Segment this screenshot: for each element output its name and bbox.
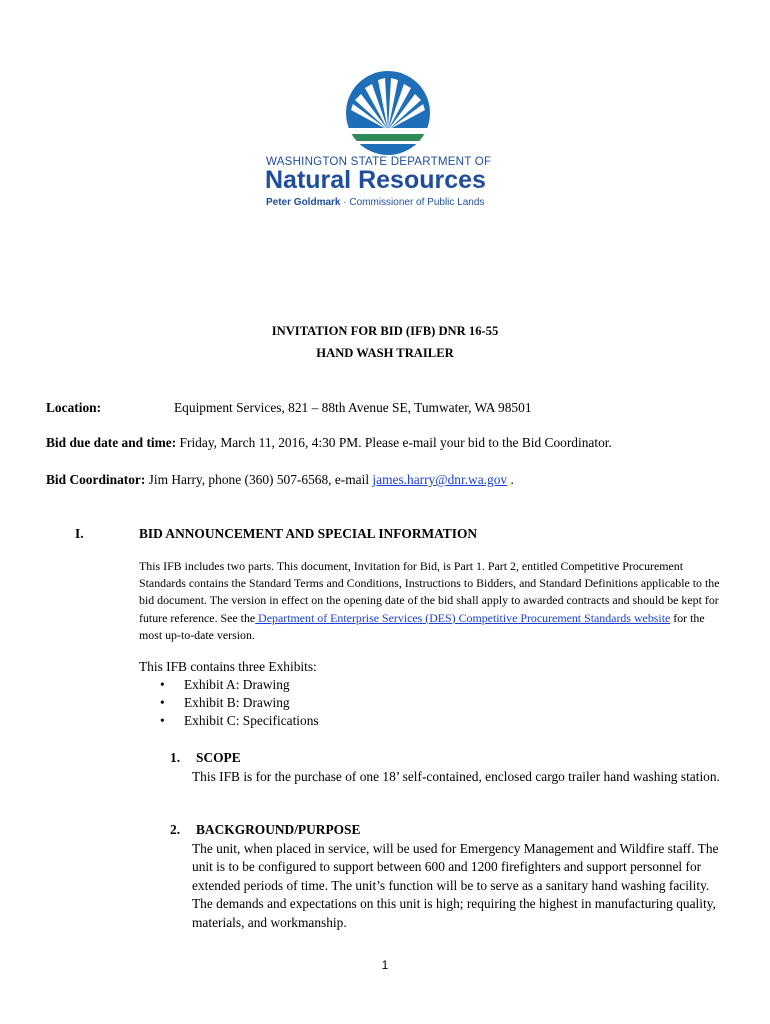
section-title: BID ANNOUNCEMENT AND SPECIAL INFORMATION (139, 526, 478, 541)
background-heading (170, 821, 732, 840)
coord-end: . (507, 472, 514, 487)
dept-line: WASHINGTON STATE DEPARTMENT OF (266, 155, 492, 168)
exhibits-intro: This IFB contains three Exhibits: (139, 659, 317, 674)
scope-heading (170, 749, 732, 768)
background-number: 2. (170, 822, 181, 837)
page-number: 1 (381, 958, 389, 972)
intro-text: This IFB includes two parts. This document, Invitation for Bid, is Part 1. Part 2, entitled Competitive Procurement Standards contains the Standard Terms and Conditions, Instructions to Bidders, and Standard Definitions applicable to the bid document. The version in effect on the opening date of the bid shall apply to awarded contracts and should be kept for future reference. See the (139, 559, 720, 625)
list-item: • Exhibit A: Drawing (160, 677, 290, 692)
list-item: • Exhibit B: Drawing (160, 695, 290, 710)
scope-title: SCOPE (196, 750, 241, 765)
bullet-icon: • (160, 713, 165, 728)
scope-text: This IFB is for the purchase of one 18’ self-contained, enclosed cargo trailer hand washing station. (192, 768, 720, 784)
list-item: • Exhibit C: Specifications (160, 713, 319, 728)
des-standards-link[interactable]: Department of Enterprise Services (DES) Competitive Procurement Standards website (255, 610, 671, 625)
commissioner-name: Peter Goldmark (266, 197, 341, 208)
due-line (46, 434, 612, 452)
coord-label: Bid Coordinator: (46, 472, 146, 487)
location-label: Location: (46, 400, 102, 415)
commissioner-title: · Commissioner of Public Lands (340, 197, 485, 208)
location-value: Equipment Services, 821 – 88th Avenue SE, Tumwater, WA 98501 (174, 400, 532, 415)
doc-title: INVITATION FOR BID (IFB) DNR 16-55 (271, 324, 499, 338)
background-title: BACKGROUND/PURPOSE (196, 822, 361, 837)
background-text: The unit, when placed in service, will be used for Emergency Management and Wildfire staff. The unit is to be configured to support between 600 and 1200 firefighters and support personnel for extended periods of time. The unit’s function will be to serve as a sanitary hand washing facility. The demands and expectations on this unit is high; requiring the highest in manufacturing quality, materials, and workmanship. (192, 840, 719, 930)
coord-value: Jim Harry, phone (360) 507-6568, e-mail (145, 472, 373, 487)
bullet-icon: • (160, 677, 165, 692)
commissioner-line (266, 197, 484, 208)
dnr-emblem-icon (345, 70, 431, 156)
exhibits-list (160, 676, 319, 730)
coord-line (46, 471, 514, 489)
bullet-icon: • (160, 695, 165, 710)
background-section (170, 821, 732, 932)
section-number: I. (75, 526, 84, 541)
due-label: Bid due date and time: (46, 435, 177, 450)
intro-text-end: for the most up-to-date version. (139, 610, 705, 642)
org-name: Natural Resources (265, 166, 486, 194)
scope-number: 1. (170, 750, 181, 765)
scope-section (170, 749, 732, 786)
due-value: Friday, March 11, 2016, 4:30 PM. Please e-mail your bid to the Bid Coordinator. (176, 435, 612, 450)
coord-email-link[interactable]: james.harry@dnr.wa.gov (372, 472, 508, 487)
ifb-intro-paragraph (139, 558, 729, 644)
doc-subtitle: HAND WASH TRAILER (316, 346, 454, 360)
